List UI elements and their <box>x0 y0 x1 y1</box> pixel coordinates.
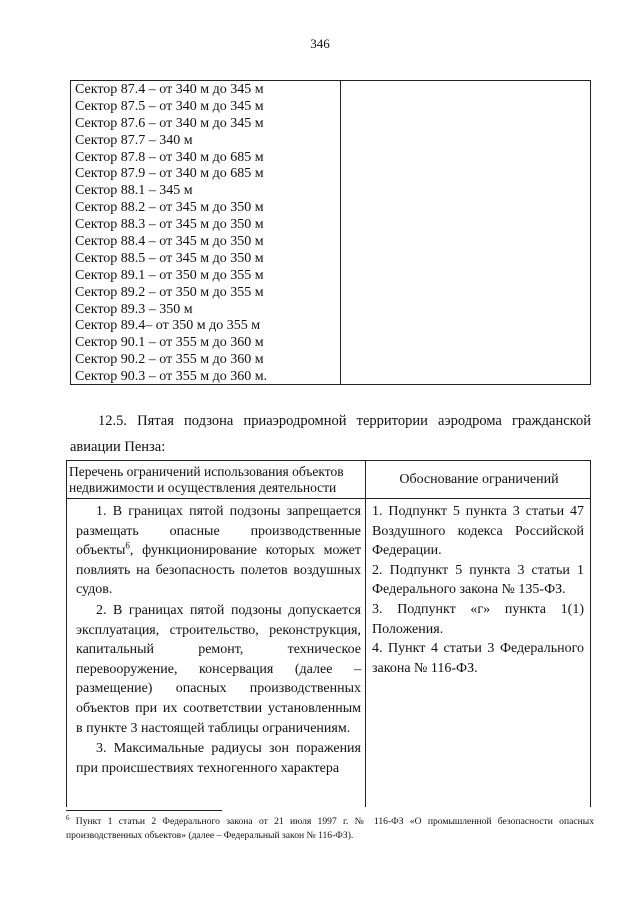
sector-row: Сектор 89.3 – 350 м <box>75 301 193 317</box>
sector-row: Сектор 90.3 – от 355 м до 360 м. <box>75 369 268 385</box>
restriction-paragraph <box>76 601 361 738</box>
restriction-text: 2. В границах пятой подзоны допускается эксплуатация, строительство, реконструкция, капитальный ремонт, техническое перевооружение, консервация (далее – размещение) опасных производственных объектов при их соответствии установленным в пункте 3 настоящей таблицы ограничениям. <box>76 602 361 736</box>
restriction-text: 3. Максимальные радиусы зон поражения при происшествиях техногенного характера <box>76 741 361 776</box>
heading-word: территории <box>356 413 428 429</box>
table-header-divider <box>67 498 590 499</box>
sector-row: Сектор 88.3 – от 345 м до 350 м <box>75 217 264 233</box>
footnote-reference: 6 <box>125 540 130 551</box>
restriction-text: 1. В границах пятой подзоны запрещается размещать опасные производственные объекты <box>76 504 361 559</box>
restrictions-table <box>66 460 591 807</box>
heading-line-1 <box>70 408 591 434</box>
footnote-marker: 6 <box>66 813 70 822</box>
sector-row: Сектор 87.9 – от 340 м до 685 м <box>75 166 264 182</box>
heading-word: Пятая <box>137 413 174 429</box>
heading-word: приаэродромной <box>243 413 347 429</box>
table-header-justification: Обоснование ограничений <box>399 472 559 487</box>
justification-paragraph: 4. Пункт 4 статьи 3 Федерального закона № 116-ФЗ. <box>372 641 584 676</box>
sector-row: Сектор 87.5 – от 340 м до 345 м <box>75 98 264 114</box>
table-column-divider <box>365 461 366 807</box>
sector-row: Сектор 87.8 – от 340 м до 685 м <box>75 149 264 165</box>
sector-row: Сектор 87.4 – от 340 м до 345 м <box>75 82 264 97</box>
justification-column <box>372 502 584 678</box>
sector-row: Сектор 88.4 – от 345 м до 350 м <box>75 234 264 250</box>
heading-word: гражданской <box>511 413 591 429</box>
sector-row: Сектор 89.2 – от 350 м до 355 м <box>75 284 264 300</box>
heading-word: подзона <box>184 413 234 429</box>
restrictions-column <box>76 502 361 778</box>
justification-paragraph: 2. Подпункт 5 пункта 3 статьи 1 Федерального закона № 135-ФЗ. <box>372 562 584 598</box>
restriction-text: , функционирование которых может повлиять на безопасность полетов воздушных судов. <box>76 543 361 598</box>
heading-line-2: авиации Пенза: <box>70 439 166 455</box>
sector-row: Сектор 87.6 – от 340 м до 345 м <box>75 115 264 131</box>
sector-row: Сектор 88.5 – от 345 м до 350 м <box>75 250 264 266</box>
restriction-paragraph <box>76 739 361 778</box>
subzone-heading <box>70 408 591 460</box>
sector-row: Сектор 90.1 – от 355 м до 360 м <box>75 335 264 351</box>
footnote <box>66 815 594 843</box>
sector-row: Сектор 89.1 – от 350 м до 355 м <box>75 267 264 283</box>
table-header-restrictions: Перечень ограничений использования объектов недвижимости и осуществления деятельности <box>69 464 344 495</box>
footnote-separator <box>66 810 222 811</box>
sector-row: Сектор 90.2 – от 355 м до 360 м <box>75 352 264 368</box>
justification-paragraph: 3. Подпункт «г» пункта 1(1) Положения. <box>372 601 584 637</box>
sector-row: Сектор 87.7 – 340 м <box>75 132 193 148</box>
footnote-text: Пункт 1 статьи 2 Федерального закона от 21 июля 1997 г. № 116-ФЗ «О промышленной безопасности опасных производственных объектов» (далее – Федеральный закон № 116-ФЗ). <box>66 816 594 841</box>
sector-row: Сектор 88.2 – от 345 м до 350 м <box>75 200 264 216</box>
sector-row: Сектор 89.4– от 350 м до 355 м <box>75 318 261 334</box>
sector-table <box>70 80 591 385</box>
table-column-divider <box>340 81 341 384</box>
justification-paragraph: 1. Подпункт 5 пункта 3 статьи 47 Воздушного кодекса Российской Федерации. <box>372 504 584 559</box>
restriction-paragraph <box>76 502 361 600</box>
page-number: 346 <box>310 36 330 51</box>
heading-word: 12.5. <box>98 413 127 429</box>
sector-row: Сектор 88.1 – 345 м <box>75 183 193 199</box>
sector-list <box>75 82 267 386</box>
heading-word: аэродрома <box>437 413 502 429</box>
